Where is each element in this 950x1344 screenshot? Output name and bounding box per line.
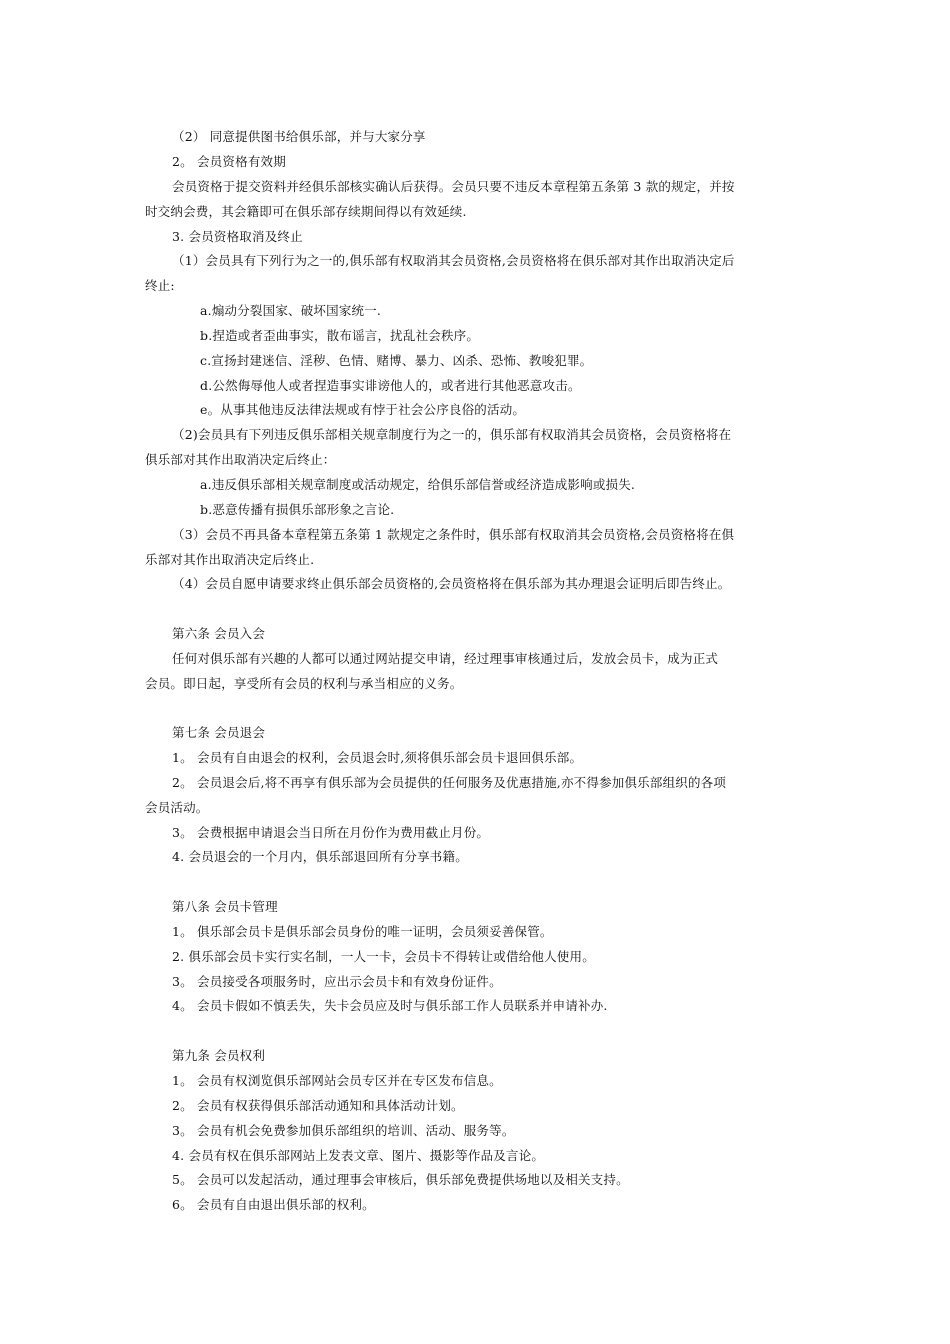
section-heading: 第六条 会员入会 (172, 626, 266, 641)
text-line: （4）会员自愿申请要求终止俱乐部会员资格的,会员资格将在俱乐部为其办理退会证明后即告终止。 (172, 576, 731, 591)
section-heading: 第八条 会员卡管理 (172, 899, 278, 914)
text-line: 5。 会员可以发起活动，通过理事会审核后，俱乐部免费提供场地以及相关支持。 (172, 1172, 629, 1187)
text-line: e。从事其他违反法律法规或有悖于社会公序良俗的活动。 (200, 402, 526, 417)
text-line: 2。 会员有权获得俱乐部活动通知和具体活动计划。 (172, 1098, 464, 1113)
text-line: 3。 会员有机会免费参加俱乐部组织的培训、活动、服务等。 (172, 1123, 515, 1138)
text-line: a.违反俱乐部相关规章制度或活动规定，给俱乐部信誉或经济造成影响或损失. (200, 477, 636, 492)
text-line: 2。 会员退会后,将不再享有俱乐部为会员提供的任何服务及优惠措施,亦不得参加俱乐部组织的各项 (172, 775, 727, 790)
text-line: 4. 会员有权在俱乐部网站上发表文章、图片、摄影等作品及言论。 (172, 1148, 545, 1163)
text-line: 1。 会员有权浏览俱乐部网站会员专区并在专区发布信息。 (172, 1073, 502, 1088)
text-line: 任何对俱乐部有兴趣的人都可以通过网站提交申请，经过理事审核通过后，发放会员卡，成为正式 (172, 651, 719, 666)
text-line: （2)会员具有下列违反俱乐部相关规章制度行为之一的，俱乐部有权取消其会员资格，会员资格将在 (172, 427, 732, 442)
text-line: （2） 同意提供图书给俱乐部，并与大家分享 (172, 129, 426, 144)
text-line: d.公然侮辱他人或者捏造事实诽谤他人的，或者进行其他恶意攻击。 (200, 378, 581, 393)
text-line: 4。 会员卡假如不慎丢失，失卡会员应及时与俱乐部工作人员联系并申请补办. (172, 998, 608, 1013)
text-line: 3。 会员接受各项服务时，应出示会员卡和有效身份证件。 (172, 974, 502, 989)
text-line: 1。 俱乐部会员卡是俱乐部会员身份的唯一证明，会员须妥善保管。 (172, 924, 553, 939)
text-line: b.恶意传播有损俱乐部形象之言论. (200, 502, 395, 517)
text-line: 2。 会员资格有效期 (172, 154, 286, 169)
text-line: 3。 会费根据申请退会当日所在月份作为费用截止月份。 (172, 825, 490, 840)
section-heading: 第九条 会员权利 (172, 1048, 266, 1063)
text-line: 3. 会员资格取消及终止 (172, 229, 303, 244)
text-line: 时交纳会费，其会籍即可在俱乐部存续期间得以有效延续. (145, 204, 467, 219)
text-line: 会员活动。 (145, 800, 209, 815)
text-line: （1）会员具有下列行为之一的,俱乐部有权取消其会员资格,会员资格将在俱乐部对其作出取消决定后 (172, 253, 735, 268)
text-line: 1。 会员有自由退会的权利，会员退会时,须将俱乐部会员卡退回俱乐部。 (172, 750, 583, 765)
text-line: a.煽动分裂国家、破坏国家统一. (200, 303, 382, 318)
text-line: （3）会员不再具备本章程第五条第 1 款规定之条件时，俱乐部有权取消其会员资格,会员资格将在俱 (172, 527, 735, 542)
text-line: 乐部对其作出取消决定后终止. (145, 552, 315, 567)
section-heading: 第七条 会员退会 (172, 725, 266, 740)
text-line: c.宣扬封建迷信、淫秽、色情、赌博、暴力、凶杀、恐怖、教唆犯罪。 (200, 353, 593, 368)
text-line: 2. 俱乐部会员卡实行实名制，一人一卡，会员卡不得转让或借给他人使用。 (172, 949, 595, 964)
text-line: 会员资格于提交资料并经俱乐部核实确认后获得。会员只要不违反本章程第五条第 3 款的规定，并按 (172, 179, 735, 194)
text-line: 俱乐部对其作出取消决定后终止： (145, 452, 336, 467)
text-line: 6。 会员有自由退出俱乐部的权利。 (172, 1197, 375, 1212)
text-line: b.捏造或者歪曲事实，散布谣言，扰乱社会秩序。 (200, 328, 480, 343)
text-line: 终止: (145, 278, 175, 293)
text-line: 4. 会员退会的一个月内，俱乐部退回所有分享书籍。 (172, 849, 468, 864)
text-line: 会员。即日起，享受所有会员的权利与承当相应的义务。 (145, 676, 463, 691)
